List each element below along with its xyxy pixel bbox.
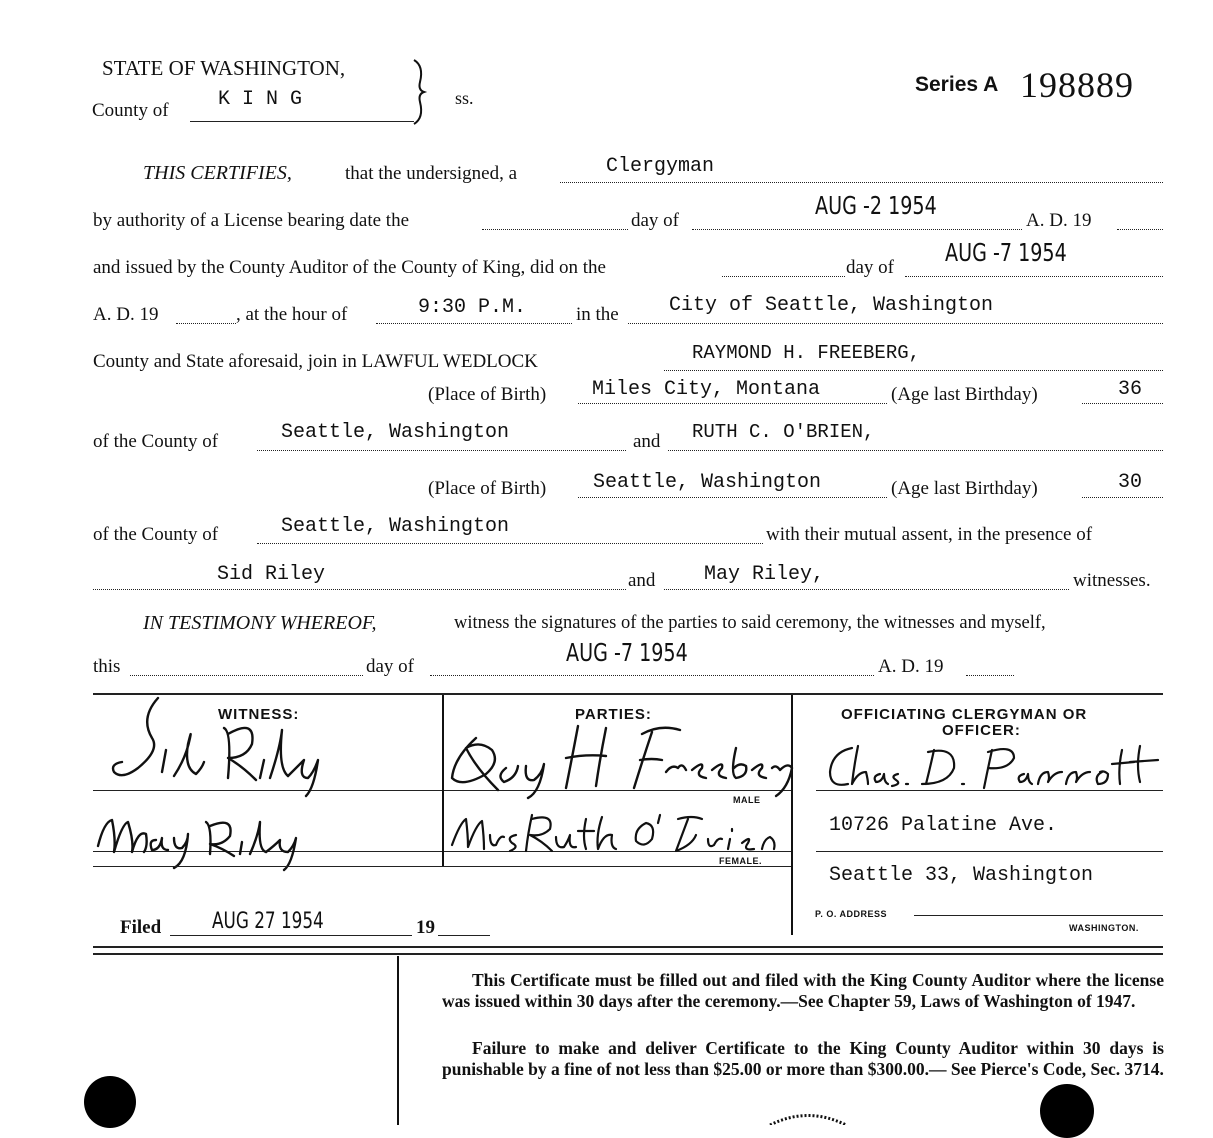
- groom-county-line: [257, 450, 626, 451]
- and-label-2: and: [628, 570, 656, 591]
- notice-paragraph-2: Failure to make and deliver Certificate to the King County Auditor within 30 days is punishable by a fine of not less than $25.00 or more than $300.00.— See Pierce's Code, Sec. 3714.: [442, 1038, 1164, 1079]
- witness-signature-2: [94, 806, 334, 872]
- ceremony-date-line: [905, 276, 1163, 277]
- license-line-label: by authority of a License bearing date the: [93, 210, 410, 231]
- in-the-label: in the: [576, 304, 619, 325]
- bride-name-value: RUTH C. O'BRIEN,: [692, 421, 875, 443]
- groom-age-line: [1082, 403, 1163, 404]
- issued-day-line: [722, 276, 845, 277]
- ss-label: ss.: [455, 88, 474, 108]
- hour-value: 9:30 P.M.: [418, 296, 527, 319]
- license-day-of: day of: [631, 210, 680, 231]
- testimony-day-line: [130, 675, 363, 676]
- groom-name-line: [664, 370, 1163, 371]
- place-line: [628, 323, 1163, 324]
- witness1-line: [93, 589, 626, 590]
- ad-year-line: [176, 323, 236, 324]
- and-label-1: and: [633, 431, 661, 452]
- party-signature-male: [446, 718, 796, 800]
- bride-age-value: 30: [1118, 471, 1143, 494]
- testimony-day-of: day of: [366, 656, 415, 677]
- groom-county-value: Seattle, Washington: [281, 421, 510, 444]
- testimony-year-line: [966, 675, 1014, 676]
- groom-name-value: RAYMOND H. FREEBERG,: [692, 342, 921, 364]
- filed-date-line: [170, 935, 412, 936]
- witness2-line: [664, 589, 1069, 590]
- bride-birthplace-value: Seattle, Washington: [593, 471, 822, 494]
- address-line-1: [816, 851, 1163, 852]
- address-line-2: [914, 915, 1163, 916]
- notice-paragraph-1: This Certificate must be filled out and filed with the King County Auditor where the license was issued within 30 days after the ceremony.—See Chapter 59, Laws of Washington of 1947.: [442, 970, 1164, 1011]
- groom-county-label: of the County of: [93, 431, 219, 452]
- issued-line-label: and issued by the County Auditor of the County of King, did on the: [93, 257, 606, 278]
- bride-birthplace-line: [578, 497, 887, 498]
- county-label: County of: [92, 100, 169, 121]
- bride-age-line: [1082, 497, 1163, 498]
- testimony-ad19: A. D. 19: [878, 656, 944, 677]
- officiant-type-value: Clergyman: [606, 155, 715, 178]
- filed-label: Filed: [120, 917, 162, 938]
- witness-signature-1: [100, 688, 340, 798]
- state-heading: STATE OF WASHINGTON,: [102, 56, 346, 80]
- mutual-assent-label: with their mutual assent, in the presence of: [766, 524, 1093, 545]
- bride-birthplace-label: (Place of Birth): [428, 478, 547, 499]
- county-underline: [190, 121, 414, 122]
- groom-birthplace-label: (Place of Birth): [428, 384, 547, 405]
- officiant-signature: [822, 736, 1162, 796]
- party-signature-female: [446, 805, 786, 863]
- officiant-address-1: 10726 Palatine Ave.: [829, 814, 1058, 837]
- filed-year-line: [438, 935, 490, 936]
- filed-year-prefix: 19: [416, 917, 435, 938]
- issued-day-of: day of: [846, 257, 895, 278]
- groom-age-label: (Age last Birthday): [891, 384, 1038, 405]
- certifies-italic: THIS CERTIFIES,: [143, 162, 292, 184]
- witness-header: WITNESS:: [218, 706, 300, 723]
- notice-divider: [397, 956, 399, 1125]
- bride-county-label: of the County of: [93, 524, 219, 545]
- parties-bottom-rule: [93, 866, 791, 867]
- place-value: City of Seattle, Washington: [669, 294, 994, 317]
- filed-date-stamp: AUG 27 1954: [212, 909, 324, 934]
- male-label: MALE: [733, 795, 761, 805]
- hour-of-label: , at the hour of: [236, 304, 348, 325]
- witness1-value: Sid Riley: [217, 563, 326, 586]
- series-label: Series A: [915, 73, 999, 96]
- this-label: this: [93, 656, 121, 677]
- witnesses-label: witnesses.: [1073, 570, 1151, 591]
- double-rule-top: [93, 946, 1163, 948]
- bride-county-line: [257, 543, 763, 544]
- testimony-rest: witness the signatures of the parties to said ceremony, the witnesses and myself,: [454, 613, 1046, 633]
- license-date-line: [692, 229, 1022, 230]
- witness2-value: May Riley,: [704, 563, 825, 586]
- certifies-rest: that the undersigned, a: [345, 163, 518, 184]
- wedlock-line-label: County and State aforesaid, join in LAWFUL WEDLOCK: [93, 351, 538, 372]
- double-rule-bottom: [93, 953, 1163, 955]
- testimony-italic: IN TESTIMONY WHEREOF,: [143, 612, 377, 634]
- groom-age-value: 36: [1118, 378, 1143, 401]
- series-number: 198889: [1020, 65, 1134, 105]
- license-year-line: [1117, 229, 1163, 230]
- officiant-header-1: OFFICIATING CLERGYMAN OR: [841, 706, 1088, 723]
- female-label: FEMALE.: [719, 856, 762, 866]
- ceremony-date-stamp: AUG -7 1954: [945, 238, 1067, 267]
- groom-birthplace-line: [578, 403, 887, 404]
- license-day-line: [482, 229, 628, 230]
- testimony-date-line: [430, 675, 874, 676]
- punch-hole-left: [84, 1076, 136, 1128]
- hour-line: [376, 323, 572, 324]
- seal-fragment: [768, 1110, 848, 1125]
- officiant-header-2: OFFICER:: [942, 722, 1021, 739]
- col-divider-1: [442, 695, 444, 867]
- bride-county-value: Seattle, Washington: [281, 515, 510, 538]
- bracket-brace: [410, 58, 430, 126]
- license-date-stamp: AUG -2 1954: [815, 191, 937, 220]
- testimony-date-stamp: AUG -7 1954: [566, 638, 688, 667]
- officiant-type-line: [560, 182, 1163, 183]
- parties-header: PARTIES:: [575, 706, 652, 723]
- license-ad19: A. D. 19: [1026, 210, 1092, 231]
- ad-line-label: A. D. 19: [93, 304, 159, 325]
- officiant-address-2: Seattle 33, Washington: [829, 864, 1094, 887]
- bride-name-line: [668, 450, 1163, 451]
- washington-label: WASHINGTON.: [1069, 923, 1139, 933]
- county-value: K I N G: [218, 88, 303, 111]
- punch-hole-right: [1040, 1084, 1094, 1138]
- bride-age-label: (Age last Birthday): [891, 478, 1038, 499]
- groom-birthplace-value: Miles City, Montana: [592, 378, 821, 401]
- po-address-label: P. O. ADDRESS: [815, 909, 888, 919]
